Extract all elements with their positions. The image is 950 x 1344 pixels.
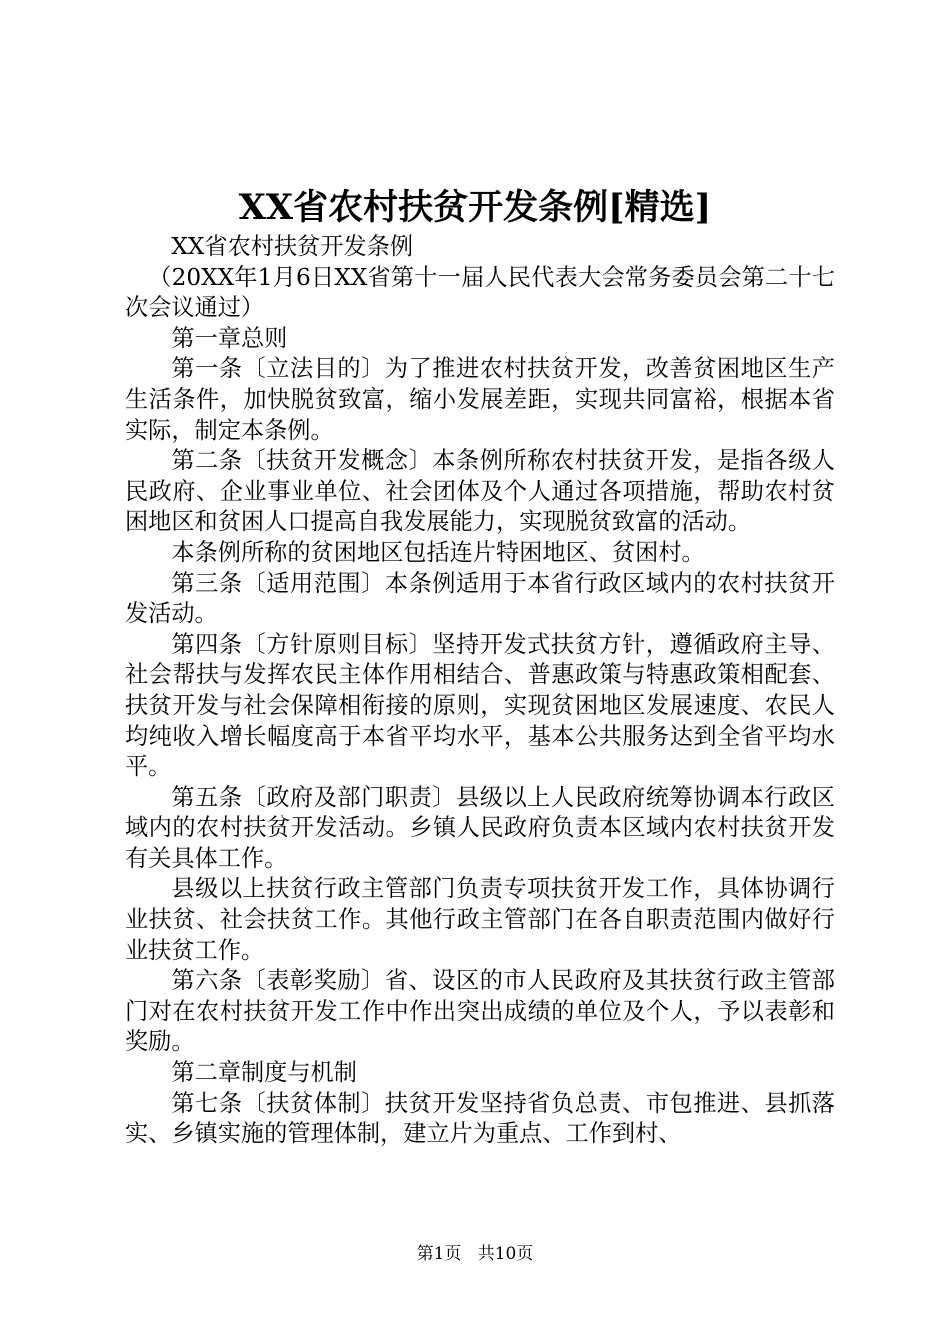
paragraph-adoption-note: （20XX年1月6日XX省第十一届人民代表大会常务委员会第二十七次会议通过） xyxy=(125,263,835,322)
page-number: 第1页 xyxy=(416,1244,462,1264)
paragraph: 第七条〔扶贫体制〕扶贫开发坚持省负总责、市包推进、县抓落实、乡镇实施的管理体制，建立片为重点、工作到村、 xyxy=(125,1089,835,1148)
document-body xyxy=(125,232,835,1150)
paragraph: 第六条〔表彰奖励〕省、设区的市人民政府及其扶贫行政主管部门对在农村扶贫开发工作中作出突出成绩的单位及个人，予以表彰和奖励。 xyxy=(125,967,835,1056)
page-total: 共10页 xyxy=(477,1244,534,1264)
page-footer xyxy=(0,1242,950,1266)
paragraph: 本条例所称的贫困地区包括连片特困地区、贫困村。 xyxy=(171,538,705,566)
paragraph: 第四条〔方针原则目标〕坚持开发式扶贫方针，遵循政府主导、社会帮扶与发挥农民主体作用相结合、普惠政策与特惠政策相配套、扶贫开发与社会保障相衔接的原则，实现贫困地区发展速度、农民人均纯收入增长幅度高于本省平均水平，基本公共服务达到全省平均水平。 xyxy=(125,630,835,781)
paragraph: 县级以上扶贫行政主管部门负责专项扶贫开发工作，具体协调行业扶贫、社会扶贫工作。其他行政主管部门在各自职责范围内做好行业扶贫工作。 xyxy=(125,875,835,964)
chapter-heading: 第二章制度与机制 xyxy=(171,1059,357,1087)
chapter-heading: 第一章总则 xyxy=(171,324,288,352)
paragraph: 第一条〔立法目的〕为了推进农村扶贫开发，改善贫困地区生产生活条件，加快脱贫致富，缩小发展差距，实现共同富裕，根据本省实际，制定本条例。 xyxy=(125,355,835,444)
paragraph: 第五条〔政府及部门职责〕县级以上人民政府统筹协调本行政区域内的农村扶贫开发活动。乡镇人民政府负责本区域内农村扶贫开发有关具体工作。 xyxy=(125,783,835,872)
paragraph-subtitle: XX省农村扶贫开发条例 xyxy=(171,233,414,260)
paragraph: 第二条〔扶贫开发概念〕本条例所称农村扶贫开发，是指各级人民政府、企业事业单位、社会团体及个人通过各项措施，帮助农村贫困地区和贫困人口提高自我发展能力，实现脱贫致富的活动。 xyxy=(125,447,835,536)
document-title: XX省农村扶贫开发条例[精选] xyxy=(238,187,712,228)
footer-spacer xyxy=(467,1244,472,1264)
paragraph: 第三条〔适用范围〕本条例适用于本省行政区域内的农村扶贫开发活动。 xyxy=(125,569,835,628)
